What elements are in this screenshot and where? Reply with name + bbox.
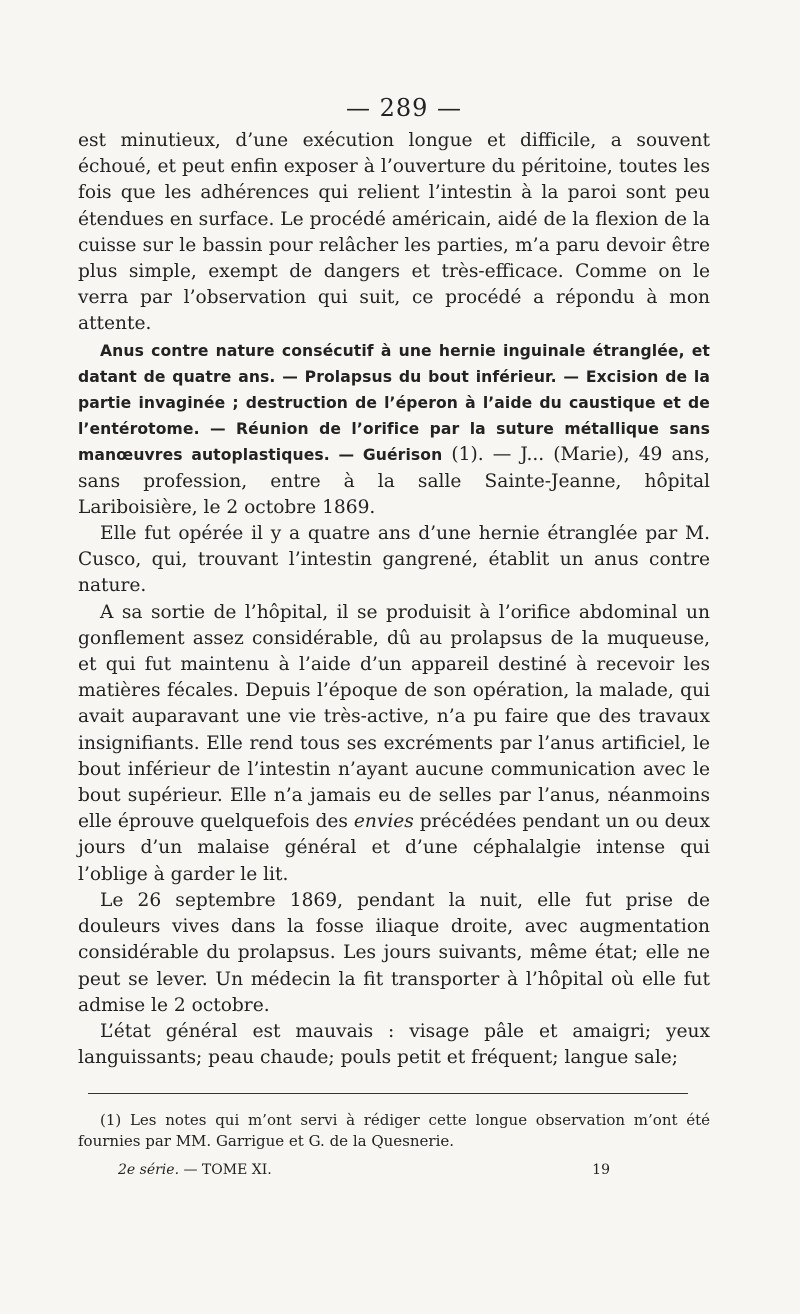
paragraph-3-emphasis: envies — [353, 811, 414, 833]
signature-series: 2e série. — [118, 1162, 180, 1179]
signature-line — [78, 1162, 710, 1178]
case-title: Anus contre nature consécutif à une hernie inguinale étranglée, et datant de quatre ans. — Prolapsus du bout inférieur. — Excision de la partie invaginée ; destruction de l’éperon à l’aide du caustique et de l’entérotome. — Réunion de l’orifice par la suture métallique sans manœuvres autoplastiques. — Guérison — [78, 341, 710, 465]
paragraph-2: Elle fut opérée il y a quatre ans d’une hernie étranglée par M. Cusco, qui, trouvant l’intestin gangrené, établit un anus contre nature. — [78, 523, 710, 597]
paragraph-3 — [78, 600, 710, 888]
signature-series-group — [118, 1162, 272, 1178]
footnote-reference: (1). — [451, 444, 484, 466]
page-number: — 289 — — [345, 94, 463, 122]
paragraph-1: est minutieux, d’une exécution longue et difficile, a souvent échoué, et peut enfin exposer à l’ouverture du péritoine, toutes les fois que les adhérences qui relient l’intestin à la paroi sont peu étendues en surface. Le procédé américain, aidé de la flexion de la cuisse sur le bassin pour relâcher les parties, m’a paru devoir être plus simple, exempt de dangers et très-efficace. Comme on le verra par l’observation qui suit, ce procédé a répondu à mon attente. — [78, 130, 710, 335]
footnote-divider — [88, 1093, 688, 1094]
paragraph-3-part-b: précédées pendant un ou deux jours d’un malaise général et d’une céphalalgie intense qui l’oblige à garder le lit. — [78, 811, 710, 885]
paragraph-4: Le 26 septembre 1869, pendant la nuit, elle fut prise de douleurs vives dans la fosse iliaque droite, avec augmentation considérable du prolapsus. Les jours suivants, même état; elle ne peut se lever. Un médecin la fit transporter à l’hôpital où elle fut admise le 2 octobre. — [78, 889, 710, 1016]
signature-sheet-number: 19 — [592, 1162, 610, 1179]
paragraph-3-part-a: A sa sortie de l’hôpital, il se produisit à l’orifice abdominal un gonflement assez considérable, dû au prolapsus de la muqueuse, et qui fut maintenu à l’aide d’un appareil destiné à recevoir les matières fécales. Depuis l’époque de son opération, la malade, qui avait auparavant une vie très-active, n’a pu faire que des travaux insignifiants. Elle rend tous ses excréments par l’anus artificiel, le bout inférieur de l’intestin n’ayant aucune communication avec le bout supérieur. Elle n’a jamais eu de selles par l’anus, néanmoins elle éprouve quelquefois des — [78, 601, 710, 833]
case-heading-paragraph — [78, 338, 710, 521]
body-text — [78, 128, 710, 1071]
footnote: (1) Les notes qui m’ont servi à rédiger cette longue observation m’ont été fournies par MM. Garrigue et G. de la Quesnerie. — [78, 1111, 710, 1151]
case-introduction: — J... (Marie), 49 ans, sans profession, entre à la salle Sainte-Jeanne, hôpital Lariboisière, le 2 octobre 1869. — [78, 444, 710, 518]
paragraph-5: L’état général est mauvais : visage pâle et amaigri; yeux languissants; peau chaude; pouls petit et fréquent; langue sale; — [78, 1020, 710, 1069]
signature-tome: — TOME XI. — [183, 1162, 272, 1179]
